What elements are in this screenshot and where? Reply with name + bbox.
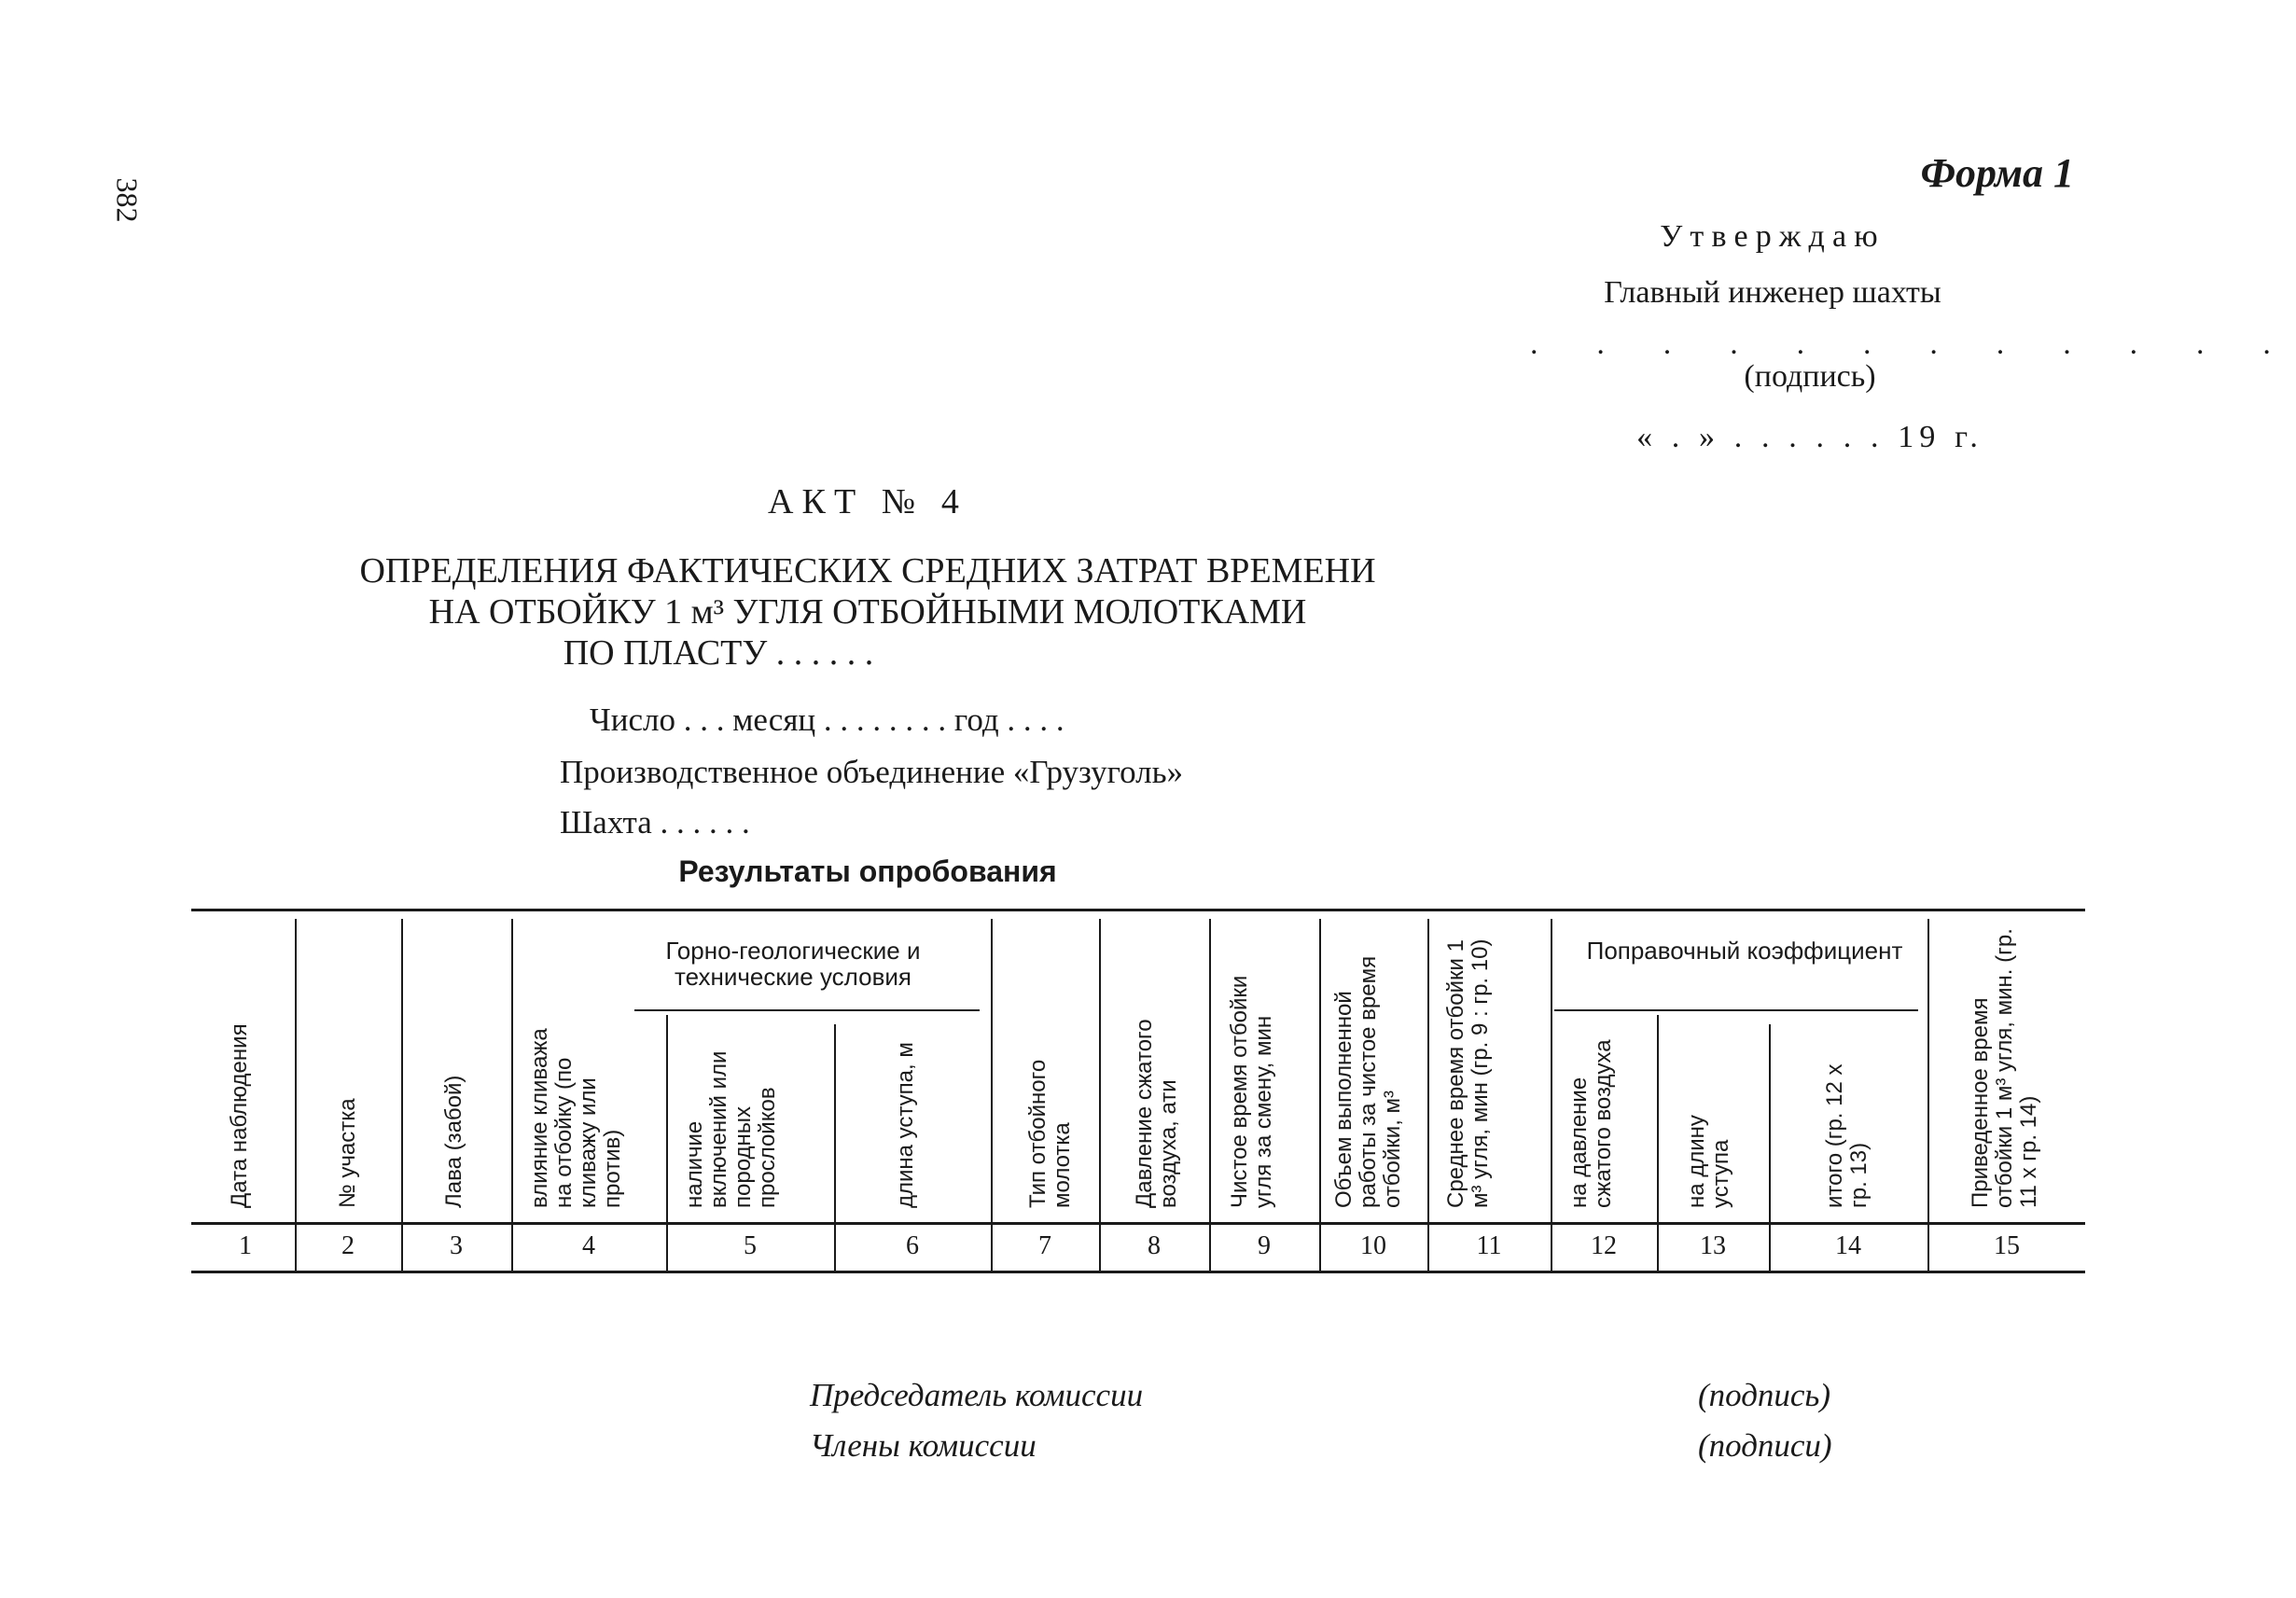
page-number: 382 (110, 177, 145, 223)
col-header-section: № участка (335, 1098, 360, 1208)
col-header-air-pressure: Давление сжатого воздуха, ати (1132, 1019, 1181, 1208)
col-divider (1551, 919, 1552, 1273)
table-header-bottom-rule (191, 1222, 2085, 1225)
signature-label: (подпись) (1744, 359, 1876, 394)
col-number: 5 (744, 1231, 757, 1260)
col-header-volume: Объем выполненной работы за чистое время отбойки, м³ (1331, 955, 1405, 1208)
col-header-coef-length: на длину уступа (1684, 1115, 1733, 1208)
col-header-inclusions: наличие включений или породных прослойков (682, 1050, 780, 1208)
col-number: 13 (1700, 1231, 1726, 1260)
approval-date: « . » . . . . . . 19 г. (1636, 420, 1983, 454)
table-top-rule (191, 909, 2085, 911)
title-line-2: НА ОТБОЙКУ 1 м³ УГЛЯ ОТБОЙНЫМИ МОЛОТКАМИ (428, 592, 1307, 632)
title-line-3: ПО ПЛАСТУ . . . . . . (563, 633, 874, 673)
col-header-ledge-length: длина уступа, м (893, 1042, 918, 1208)
table-bottom-rule (191, 1271, 2085, 1273)
geo-group-underline (634, 1009, 980, 1011)
col-divider (511, 919, 513, 1273)
col-header-coef-total: итого (гр. 12 х гр. 13) (1822, 1063, 1872, 1208)
table-caption: Результаты опробования (678, 855, 1057, 888)
col-divider (295, 919, 297, 1273)
approve-word: Утверждаю (1660, 219, 1886, 254)
col-divider (1927, 919, 1929, 1273)
col-header-avg-time: Среднее время отбойки 1 м³ угля, мин (гр. 9 : гр. 10) (1443, 938, 1493, 1208)
col-number: 15 (1994, 1231, 2020, 1260)
chairman-label: Председатель комиссии (810, 1377, 1144, 1413)
col-header-coef-pressure: на давление сжатого воздуха (1566, 1039, 1616, 1208)
title-line-1: ОПРЕДЕЛЕНИЯ ФАКТИЧЕСКИХ СРЕДНИХ ЗАТРАТ ВРЕМЕНИ (359, 551, 1376, 591)
col-divider (1427, 919, 1429, 1273)
col-number: 6 (906, 1231, 919, 1260)
col-divider (1209, 919, 1211, 1273)
col-header-hammer-type: Тип отбойного молотка (1025, 1059, 1075, 1208)
col-header-cleavage: влияние кливажа на отбойку (по кливажу или против) (527, 1028, 625, 1208)
col-number: 1 (239, 1231, 252, 1260)
col-divider (991, 919, 993, 1273)
chairman-signature-note: (подпись) (1698, 1377, 1831, 1413)
col-number: 7 (1038, 1231, 1051, 1260)
col-header-face: Лава (забой) (441, 1075, 466, 1208)
col-header-reduced-time: Приведенное время отбойки 1 м³ угля, мин. (гр. 11 х гр. 14) (1968, 928, 2041, 1208)
col-number: 4 (582, 1231, 595, 1260)
coef-group-underline (1554, 1009, 1918, 1011)
col-number: 3 (450, 1231, 463, 1260)
col-divider (1099, 919, 1101, 1273)
col-number: 9 (1258, 1231, 1271, 1260)
col-number: 14 (1835, 1231, 1861, 1260)
members-signature-note: (подписи) (1698, 1427, 1832, 1464)
association-line: Производственное объединение «Грузуголь» (560, 754, 1184, 790)
mine-line: Шахта . . . . . . (560, 804, 750, 841)
approver-position: Главный инженер шахты (1604, 275, 1941, 310)
col-number: 8 (1148, 1231, 1161, 1260)
col-number: 11 (1476, 1231, 1502, 1260)
date-field-line: Число . . . месяц . . . . . . . . год . . . . (590, 702, 1065, 738)
col-header-net-time: Чистое время отбойки угля за смену, мин (1227, 975, 1276, 1208)
coef-group-title: Поправочный коэффициент (1586, 937, 1903, 965)
act-title: АКТ № 4 (767, 482, 968, 521)
signature-dots: . . . . . . . . . . . . (1530, 327, 2296, 361)
col-number: 2 (341, 1231, 355, 1260)
geo-group-title: Горно-геологические и технические условия (665, 937, 921, 991)
col-header-date: Дата наблюдения (227, 1023, 252, 1208)
form-label: Форма 1 (1920, 150, 2074, 196)
col-divider (401, 919, 403, 1273)
col-divider (1319, 919, 1321, 1273)
members-label: Члены комиссии (810, 1427, 1037, 1464)
col-number: 12 (1591, 1231, 1617, 1260)
col-number: 10 (1360, 1231, 1386, 1260)
